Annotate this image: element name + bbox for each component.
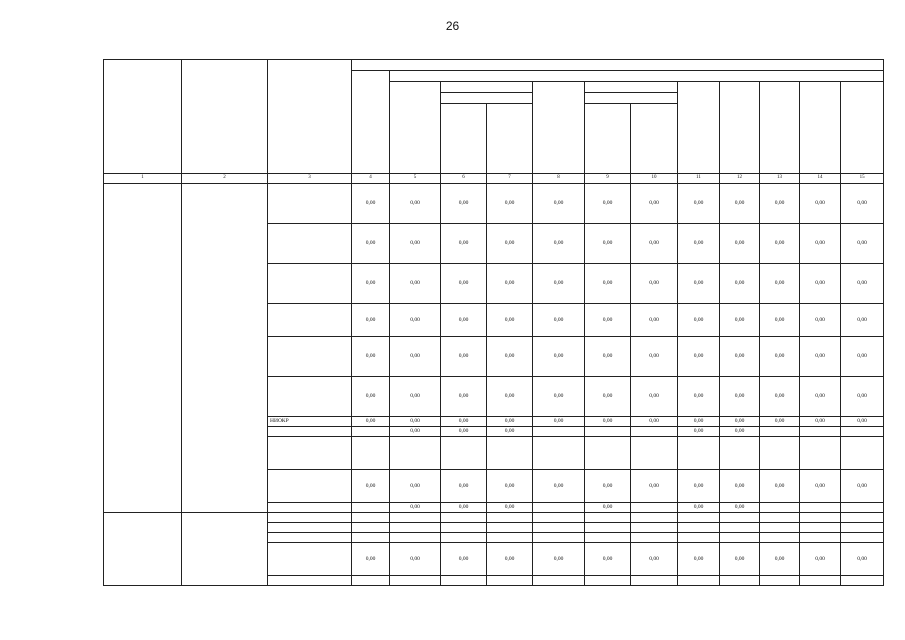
value-cell: 0,00	[487, 377, 533, 417]
value-cell	[800, 533, 841, 543]
value-cell: 0,00	[352, 417, 390, 427]
column-number: 11	[678, 174, 720, 184]
table-row	[104, 184, 884, 224]
column-number: 10	[631, 174, 678, 184]
value-cell	[441, 523, 487, 533]
value-cell	[631, 576, 678, 586]
value-cell: 0,00	[678, 417, 720, 427]
value-cell: 0,00	[487, 184, 533, 224]
row-label	[268, 184, 352, 224]
budget-table	[103, 59, 884, 586]
value-cell: 0,00	[760, 264, 800, 304]
value-cell: 0,00	[352, 337, 390, 377]
value-cell: 0,00	[487, 470, 533, 503]
value-cell	[760, 523, 800, 533]
value-cell	[352, 576, 390, 586]
value-cell: 0,00	[390, 184, 441, 224]
value-cell	[390, 437, 441, 470]
value-cell: 0,00	[390, 264, 441, 304]
value-cell	[533, 503, 585, 513]
row-label	[268, 576, 352, 586]
value-cell: 0,00	[841, 224, 884, 264]
value-cell: 0,00	[631, 184, 678, 224]
value-cell: 0,00	[533, 470, 585, 503]
value-cell	[760, 533, 800, 543]
value-cell	[760, 503, 800, 513]
value-cell	[352, 503, 390, 513]
value-cell: 0,00	[441, 427, 487, 437]
header-2018	[760, 82, 800, 174]
row-label	[268, 304, 352, 337]
row-label: НИОКР	[268, 417, 352, 427]
value-cell: 0,00	[841, 337, 884, 377]
header-year-2014	[441, 82, 533, 93]
value-cell: 0,00	[390, 470, 441, 503]
value-cell: 0,00	[585, 377, 631, 417]
column-number: 9	[585, 174, 631, 184]
value-cell: 0,00	[441, 470, 487, 503]
row-label	[268, 377, 352, 417]
value-cell	[390, 576, 441, 586]
value-cell	[841, 576, 884, 586]
value-cell: 0,00	[800, 264, 841, 304]
value-cell	[631, 437, 678, 470]
value-cell: 0,00	[585, 503, 631, 513]
row-label	[268, 533, 352, 543]
value-cell: 0,00	[678, 337, 720, 377]
header-incl-2014	[441, 93, 533, 104]
value-cell: 0,00	[720, 337, 760, 377]
value-cell: 0,00	[841, 377, 884, 417]
value-cell: 0,00	[841, 304, 884, 337]
value-cell: 0,00	[533, 417, 585, 427]
value-cell: 0,00	[720, 377, 760, 417]
value-cell: 0,00	[760, 184, 800, 224]
value-cell: 0,00	[800, 224, 841, 264]
column-numbers-row	[104, 174, 884, 184]
value-cell	[800, 576, 841, 586]
header-budget-group	[352, 60, 884, 71]
value-cell	[441, 533, 487, 543]
value-cell: 0,00	[533, 184, 585, 224]
value-cell: 0,00	[720, 264, 760, 304]
value-cell	[441, 576, 487, 586]
value-cell	[841, 427, 884, 437]
value-cell: 0,00	[390, 377, 441, 417]
value-cell: 0,00	[441, 184, 487, 224]
value-cell	[533, 513, 585, 523]
value-cell	[487, 576, 533, 586]
value-cell	[760, 437, 800, 470]
value-cell: 0,00	[631, 224, 678, 264]
value-cell: 0,00	[441, 264, 487, 304]
value-cell	[533, 576, 585, 586]
value-cell	[631, 427, 678, 437]
value-cell: 0,00	[441, 224, 487, 264]
row-label	[268, 470, 352, 503]
value-cell	[631, 523, 678, 533]
value-cell: 0,00	[841, 264, 884, 304]
row-label	[268, 437, 352, 470]
value-cell	[352, 523, 390, 533]
value-cell: 0,00	[390, 427, 441, 437]
column-number: 3	[268, 174, 352, 184]
value-cell: 0,00	[800, 543, 841, 576]
value-cell	[841, 523, 884, 533]
column-number: 1	[104, 174, 182, 184]
value-cell: 0,00	[585, 417, 631, 427]
value-cell: 0,00	[678, 264, 720, 304]
value-cell	[352, 533, 390, 543]
column-number: 13	[760, 174, 800, 184]
value-cell: 0,00	[487, 543, 533, 576]
header-fed-2014	[441, 104, 487, 174]
value-cell: 0,00	[441, 543, 487, 576]
value-cell: 0,00	[390, 224, 441, 264]
value-cell: 0,00	[585, 264, 631, 304]
value-cell	[800, 427, 841, 437]
value-cell: 0,00	[631, 543, 678, 576]
value-cell: 0,00	[631, 304, 678, 337]
column-number: 4	[352, 174, 390, 184]
value-cell	[390, 513, 441, 523]
value-cell	[585, 533, 631, 543]
value-cell: 0,00	[585, 304, 631, 337]
header-obl-2014	[487, 104, 533, 174]
value-cell: 0,00	[760, 470, 800, 503]
value-cell	[800, 513, 841, 523]
event-row	[104, 513, 884, 523]
value-cell	[760, 513, 800, 523]
value-cell: 0,00	[760, 543, 800, 576]
row-label	[268, 337, 352, 377]
value-cell: 0,00	[678, 184, 720, 224]
header-program-name	[182, 60, 268, 174]
status-cell-empty	[104, 184, 182, 513]
value-cell	[841, 513, 884, 523]
value-cell: 0,00	[390, 417, 441, 427]
header-total-2015	[533, 82, 585, 174]
value-cell	[678, 437, 720, 470]
column-number: 12	[720, 174, 760, 184]
value-cell: 0,00	[631, 417, 678, 427]
value-cell: 0,00	[441, 503, 487, 513]
value-cell	[678, 533, 720, 543]
value-cell	[585, 576, 631, 586]
value-cell	[441, 513, 487, 523]
value-cell	[800, 503, 841, 513]
value-cell	[585, 513, 631, 523]
value-cell: 0,00	[678, 377, 720, 417]
value-cell	[631, 503, 678, 513]
value-cell: 0,00	[800, 470, 841, 503]
value-cell	[720, 576, 760, 586]
column-number: 7	[487, 174, 533, 184]
value-cell	[533, 437, 585, 470]
header-fed-2015	[585, 104, 631, 174]
value-cell	[352, 427, 390, 437]
header-2019	[800, 82, 841, 174]
value-cell	[720, 437, 760, 470]
value-cell	[720, 513, 760, 523]
header-incl-2015	[585, 93, 678, 104]
value-cell: 0,00	[631, 377, 678, 417]
value-cell: 0,00	[487, 503, 533, 513]
value-cell: 0,00	[352, 264, 390, 304]
value-cell	[841, 503, 884, 513]
header-year-2015	[585, 82, 678, 93]
value-cell: 0,00	[441, 337, 487, 377]
row-label	[268, 224, 352, 264]
value-cell	[487, 513, 533, 523]
value-cell: 0,00	[533, 377, 585, 417]
value-cell	[800, 437, 841, 470]
header-executor	[268, 60, 352, 174]
row-label	[268, 427, 352, 437]
value-cell	[487, 533, 533, 543]
value-cell	[760, 576, 800, 586]
value-cell: 0,00	[585, 470, 631, 503]
value-cell: 0,00	[800, 304, 841, 337]
value-cell	[533, 523, 585, 533]
value-cell: 0,00	[585, 543, 631, 576]
header-budget-sub	[390, 71, 884, 82]
header-2017	[720, 82, 760, 174]
value-cell	[631, 533, 678, 543]
value-cell: 0,00	[487, 427, 533, 437]
value-cell: 0,00	[533, 337, 585, 377]
value-cell	[390, 523, 441, 533]
value-cell: 0,00	[533, 543, 585, 576]
value-cell: 0,00	[760, 224, 800, 264]
column-number: 2	[182, 174, 268, 184]
value-cell	[585, 437, 631, 470]
value-cell: 0,00	[678, 470, 720, 503]
header-total	[352, 71, 390, 174]
value-cell	[678, 513, 720, 523]
value-cell: 0,00	[352, 304, 390, 337]
value-cell	[487, 437, 533, 470]
program-cell-empty	[182, 184, 268, 513]
value-cell: 0,00	[352, 224, 390, 264]
value-cell: 0,00	[487, 337, 533, 377]
value-cell: 0,00	[800, 184, 841, 224]
value-cell	[585, 523, 631, 533]
value-cell: 0,00	[760, 337, 800, 377]
value-cell: 0,00	[352, 184, 390, 224]
value-cell: 0,00	[585, 184, 631, 224]
value-cell: 0,00	[720, 184, 760, 224]
value-cell	[533, 427, 585, 437]
header-obl-2015	[631, 104, 678, 174]
value-cell: 0,00	[720, 224, 760, 264]
value-cell: 0,00	[841, 470, 884, 503]
value-cell: 0,00	[800, 337, 841, 377]
value-cell: 0,00	[841, 543, 884, 576]
event-name	[182, 513, 268, 586]
row-label	[268, 523, 352, 533]
row-label	[268, 503, 352, 513]
value-cell: 0,00	[390, 337, 441, 377]
value-cell: 0,00	[720, 543, 760, 576]
value-cell	[533, 533, 585, 543]
value-cell: 0,00	[390, 304, 441, 337]
value-cell: 0,00	[800, 417, 841, 427]
value-cell: 0,00	[760, 304, 800, 337]
value-cell	[631, 513, 678, 523]
value-cell: 0,00	[533, 264, 585, 304]
value-cell: 0,00	[678, 427, 720, 437]
value-cell: 0,00	[441, 377, 487, 417]
value-cell	[800, 523, 841, 533]
value-cell	[720, 523, 760, 533]
value-cell: 0,00	[533, 304, 585, 337]
value-cell: 0,00	[720, 304, 760, 337]
value-cell: 0,00	[631, 337, 678, 377]
value-cell: 0,00	[487, 264, 533, 304]
value-cell	[487, 523, 533, 533]
value-cell: 0,00	[487, 304, 533, 337]
value-cell	[678, 576, 720, 586]
value-cell: 0,00	[390, 543, 441, 576]
value-cell: 0,00	[487, 224, 533, 264]
value-cell	[720, 533, 760, 543]
value-cell: 0,00	[678, 543, 720, 576]
header-2020	[841, 82, 884, 174]
row-label	[268, 543, 352, 576]
event-status	[104, 513, 182, 586]
row-label	[268, 264, 352, 304]
value-cell: 0,00	[760, 377, 800, 417]
header-2016	[678, 82, 720, 174]
value-cell: 0,00	[533, 224, 585, 264]
value-cell: 0,00	[720, 417, 760, 427]
column-number: 8	[533, 174, 585, 184]
value-cell: 0,00	[678, 304, 720, 337]
value-cell: 0,00	[441, 304, 487, 337]
value-cell: 0,00	[720, 503, 760, 513]
column-number: 15	[841, 174, 884, 184]
value-cell: 0,00	[631, 264, 678, 304]
value-cell	[760, 427, 800, 437]
value-cell	[841, 533, 884, 543]
value-cell: 0,00	[678, 224, 720, 264]
value-cell	[352, 437, 390, 470]
value-cell: 0,00	[352, 543, 390, 576]
value-cell	[841, 437, 884, 470]
column-number: 5	[390, 174, 441, 184]
value-cell: 0,00	[631, 470, 678, 503]
value-cell	[585, 427, 631, 437]
value-cell: 0,00	[585, 224, 631, 264]
value-cell: 0,00	[760, 417, 800, 427]
value-cell	[390, 533, 441, 543]
value-cell: 0,00	[720, 470, 760, 503]
value-cell: 0,00	[800, 377, 841, 417]
value-cell	[678, 523, 720, 533]
value-cell: 0,00	[441, 417, 487, 427]
page-number: 26	[445, 19, 460, 33]
value-cell: 0,00	[487, 417, 533, 427]
value-cell	[352, 513, 390, 523]
value-cell: 0,00	[841, 184, 884, 224]
row-label	[268, 513, 352, 523]
value-cell: 0,00	[585, 337, 631, 377]
column-number: 14	[800, 174, 841, 184]
value-cell	[441, 437, 487, 470]
header-total-2014	[390, 82, 441, 174]
value-cell: 0,00	[390, 503, 441, 513]
column-number: 6	[441, 174, 487, 184]
value-cell: 0,00	[720, 427, 760, 437]
value-cell: 0,00	[352, 377, 390, 417]
header-status	[104, 60, 182, 174]
value-cell: 0,00	[841, 417, 884, 427]
value-cell: 0,00	[678, 503, 720, 513]
value-cell: 0,00	[352, 470, 390, 503]
